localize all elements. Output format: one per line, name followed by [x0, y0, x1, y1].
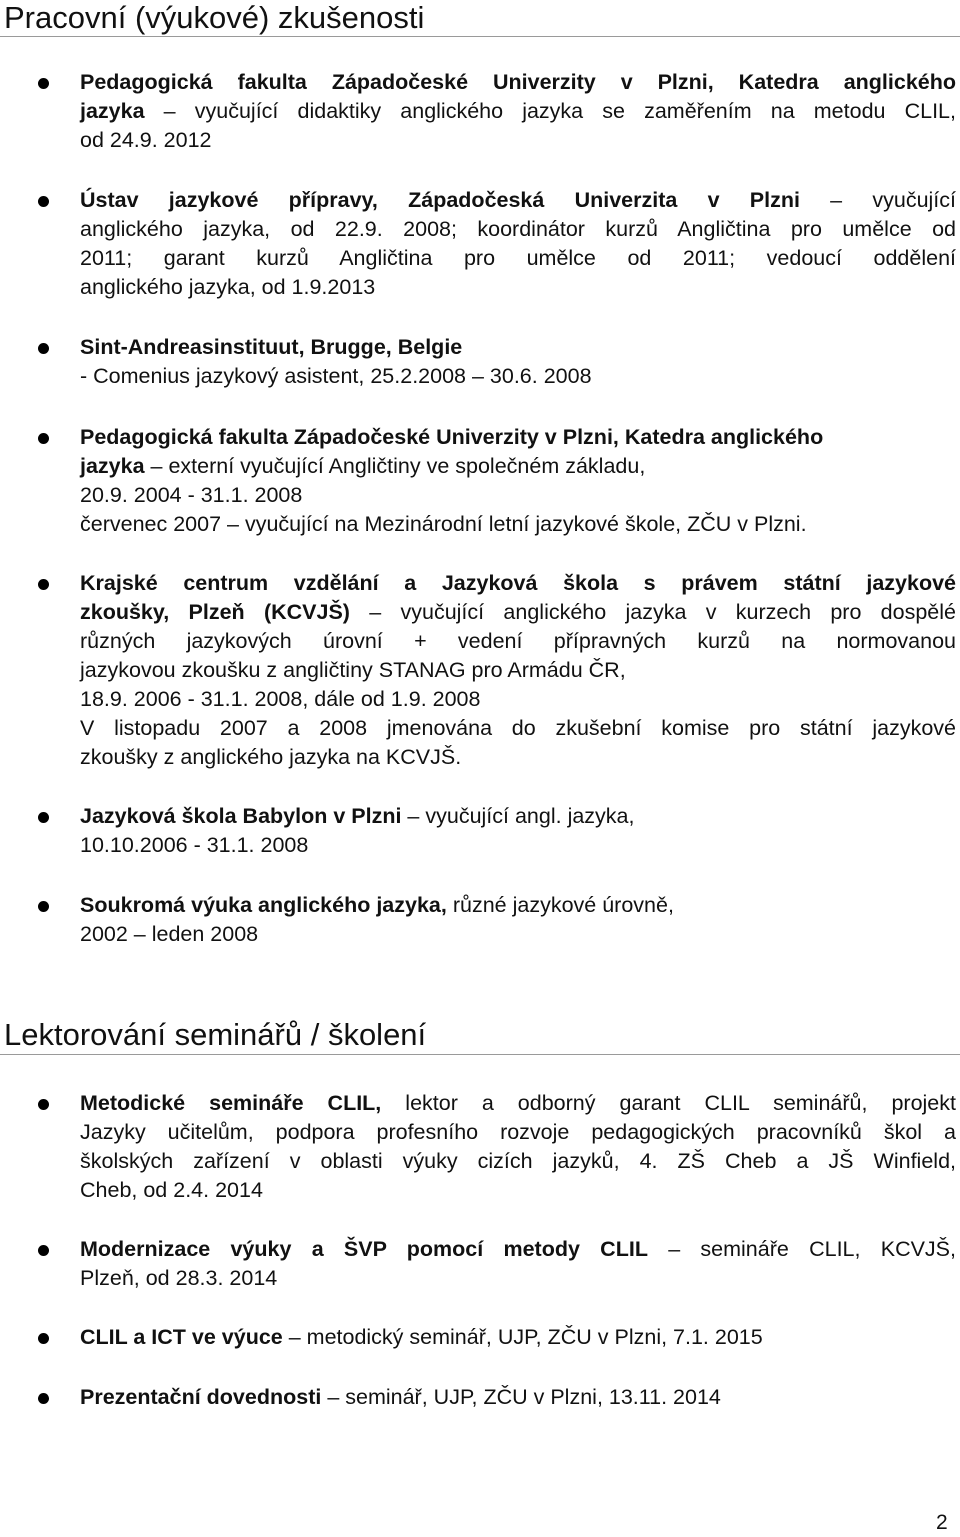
section-heading-seminars: Lektorování seminářů / školení — [4, 1017, 427, 1052]
bullet-icon — [38, 901, 49, 912]
bold-text: zkoušky, Plzeň (KCVJŠ) — [80, 600, 350, 624]
item-line — [80, 656, 956, 685]
bold-text: Ústav jazykové přípravy, Západočeská Univerzita v Plzni — [80, 188, 800, 212]
item-line — [80, 423, 956, 452]
item-text: – semináře CLIL, KCVJŠ, — [647, 1237, 956, 1261]
bullet-icon — [38, 1393, 49, 1404]
item-text: různé jazykové úrovně, — [446, 893, 674, 917]
item-text: – seminář, UJP, ZČU v Plzni, 13.11. 2014 — [321, 1385, 721, 1409]
item-line — [80, 1323, 956, 1352]
bold-text: Krajské centrum vzdělání a Jazyková škola s právem státní jazykové — [80, 571, 956, 595]
item-line — [80, 569, 956, 598]
item-text: Cheb, od 2.4. 2014 — [80, 1178, 263, 1202]
bullet-icon — [38, 812, 49, 823]
item-line — [80, 273, 956, 302]
bold-text: jazyka — [80, 454, 145, 478]
item-line — [80, 215, 956, 244]
section-heading-work-experience: Pracovní (výukové) zkušenosti — [4, 0, 425, 35]
list-item — [80, 802, 956, 860]
bullet-icon — [38, 1099, 49, 1110]
item-text: od 24.9. 2012 — [80, 128, 212, 152]
item-line — [80, 920, 956, 949]
page-number: 2 — [936, 1511, 948, 1534]
list-item — [80, 1089, 956, 1205]
bullet-icon — [38, 1245, 49, 1256]
item-text: V listopadu 2007 a 2008 jmenována do zkušební komise pro státní jazykové — [80, 716, 956, 740]
item-text: 10.10.2006 - 31.1. 2008 — [80, 833, 309, 857]
item-line — [80, 510, 956, 539]
item-text: anglického jazyka, od 22.9. 2008; koordinátor kurzů Angličtina pro umělce od — [80, 217, 956, 241]
item-text: – vyučující angl. jazyka, — [401, 804, 635, 828]
item-line — [80, 333, 956, 362]
bold-text: Pedagogická fakulta Západočeské Univerzity v Plzni, Katedra anglického — [80, 70, 956, 94]
item-line — [80, 1147, 956, 1176]
list-item — [80, 423, 956, 539]
list-item — [80, 891, 956, 949]
item-text: 18.9. 2006 - 31.1. 2008, dále od 1.9. 2008 — [80, 687, 481, 711]
list-item — [80, 68, 956, 155]
item-text: lektor a odborný garant CLIL seminářů, projekt — [381, 1091, 956, 1115]
item-line — [80, 598, 956, 627]
item-line — [80, 1383, 956, 1412]
item-line — [80, 831, 956, 860]
item-line — [80, 1235, 956, 1264]
item-line — [80, 685, 956, 714]
list-item — [80, 186, 956, 302]
item-line — [80, 481, 956, 510]
item-text: – metodický seminář, UJP, ZČU v Plzni, 7.1. 2015 — [282, 1325, 763, 1349]
item-line — [80, 802, 956, 831]
list-item — [80, 1235, 956, 1293]
item-text: – vyučující didaktiky anglického jazyka se zaměřením na metodu CLIL, — [144, 99, 956, 123]
section-divider — [0, 1054, 960, 1055]
bullet-icon — [38, 196, 49, 207]
bold-text: Soukromá výuka anglického jazyka, — [80, 893, 447, 917]
item-text: 2002 – leden 2008 — [80, 922, 259, 946]
item-line — [80, 891, 956, 920]
item-text: zkoušky z anglického jazyka na KCVJŠ. — [80, 745, 462, 769]
item-text: 2011; garant kurzů Angličtina pro umělce od 2011; vedoucí oddělení — [80, 246, 956, 270]
section-divider — [0, 36, 960, 37]
bold-text: jazyka — [80, 99, 145, 123]
bold-text: Sint-Andreasinstituut, Brugge, Belgie — [80, 335, 463, 359]
list-item — [80, 333, 956, 391]
item-text: – vyučující anglického jazyka v kurzech pro dospělé — [349, 600, 956, 624]
item-text: různých jazykových úrovní + vedení přípravných kurzů na normovanou — [80, 629, 956, 653]
bullet-icon — [38, 78, 49, 89]
bullet-icon — [38, 1333, 49, 1344]
item-line — [80, 1176, 956, 1205]
item-line — [80, 714, 956, 743]
item-line — [80, 68, 956, 97]
item-line — [80, 362, 956, 391]
item-text: Jazyky učitelům, podpora profesního rozvoje pedagogických pracovníků škol a — [80, 1120, 956, 1144]
bold-text: CLIL a ICT ve výuce — [80, 1325, 283, 1349]
item-text: školských zařízení v oblasti výuky cizích jazyků, 4. ZŠ Cheb a JŠ Winfield, — [80, 1149, 956, 1173]
bold-text: Pedagogická fakulta Západočeské Univerzity v Plzni, Katedra anglického — [80, 425, 824, 449]
item-line — [80, 97, 956, 126]
item-text: – externí vyučující Angličtiny ve společném základu, — [144, 454, 646, 478]
bold-text: Modernizace výuky a ŠVP pomocí metody CLIL — [80, 1237, 648, 1261]
item-line — [80, 126, 956, 155]
item-text: červenec 2007 – vyučující na Mezinárodní letní jazykové škole, ZČU v Plzni. — [80, 512, 807, 536]
item-text: Plzeň, od 28.3. 2014 — [80, 1266, 278, 1290]
item-line — [80, 627, 956, 656]
item-text: - Comenius jazykový asistent, 25.2.2008 – 30.6. 2008 — [80, 364, 592, 388]
list-item — [80, 1323, 956, 1352]
bold-text: Metodické semináře CLIL, — [80, 1091, 382, 1115]
item-line — [80, 743, 956, 772]
item-text: jazykovou zkoušku z angličtiny STANAG pro Armádu ČR, — [80, 658, 626, 682]
list-item — [80, 1383, 956, 1412]
item-text: – vyučující — [799, 188, 956, 212]
bullet-icon — [38, 579, 49, 590]
bold-text: Jazyková škola Babylon v Plzni — [80, 804, 402, 828]
item-line — [80, 1264, 956, 1293]
list-item — [80, 569, 956, 772]
bullet-icon — [38, 343, 49, 354]
item-line — [80, 186, 956, 215]
item-text: 20.9. 2004 - 31.1. 2008 — [80, 483, 303, 507]
bullet-icon — [38, 433, 49, 444]
item-line — [80, 1089, 956, 1118]
item-line — [80, 1118, 956, 1147]
bold-text: Prezentační dovednosti — [80, 1385, 322, 1409]
item-text: anglického jazyka, od 1.9.2013 — [80, 275, 376, 299]
item-line — [80, 452, 956, 481]
item-line — [80, 244, 956, 273]
